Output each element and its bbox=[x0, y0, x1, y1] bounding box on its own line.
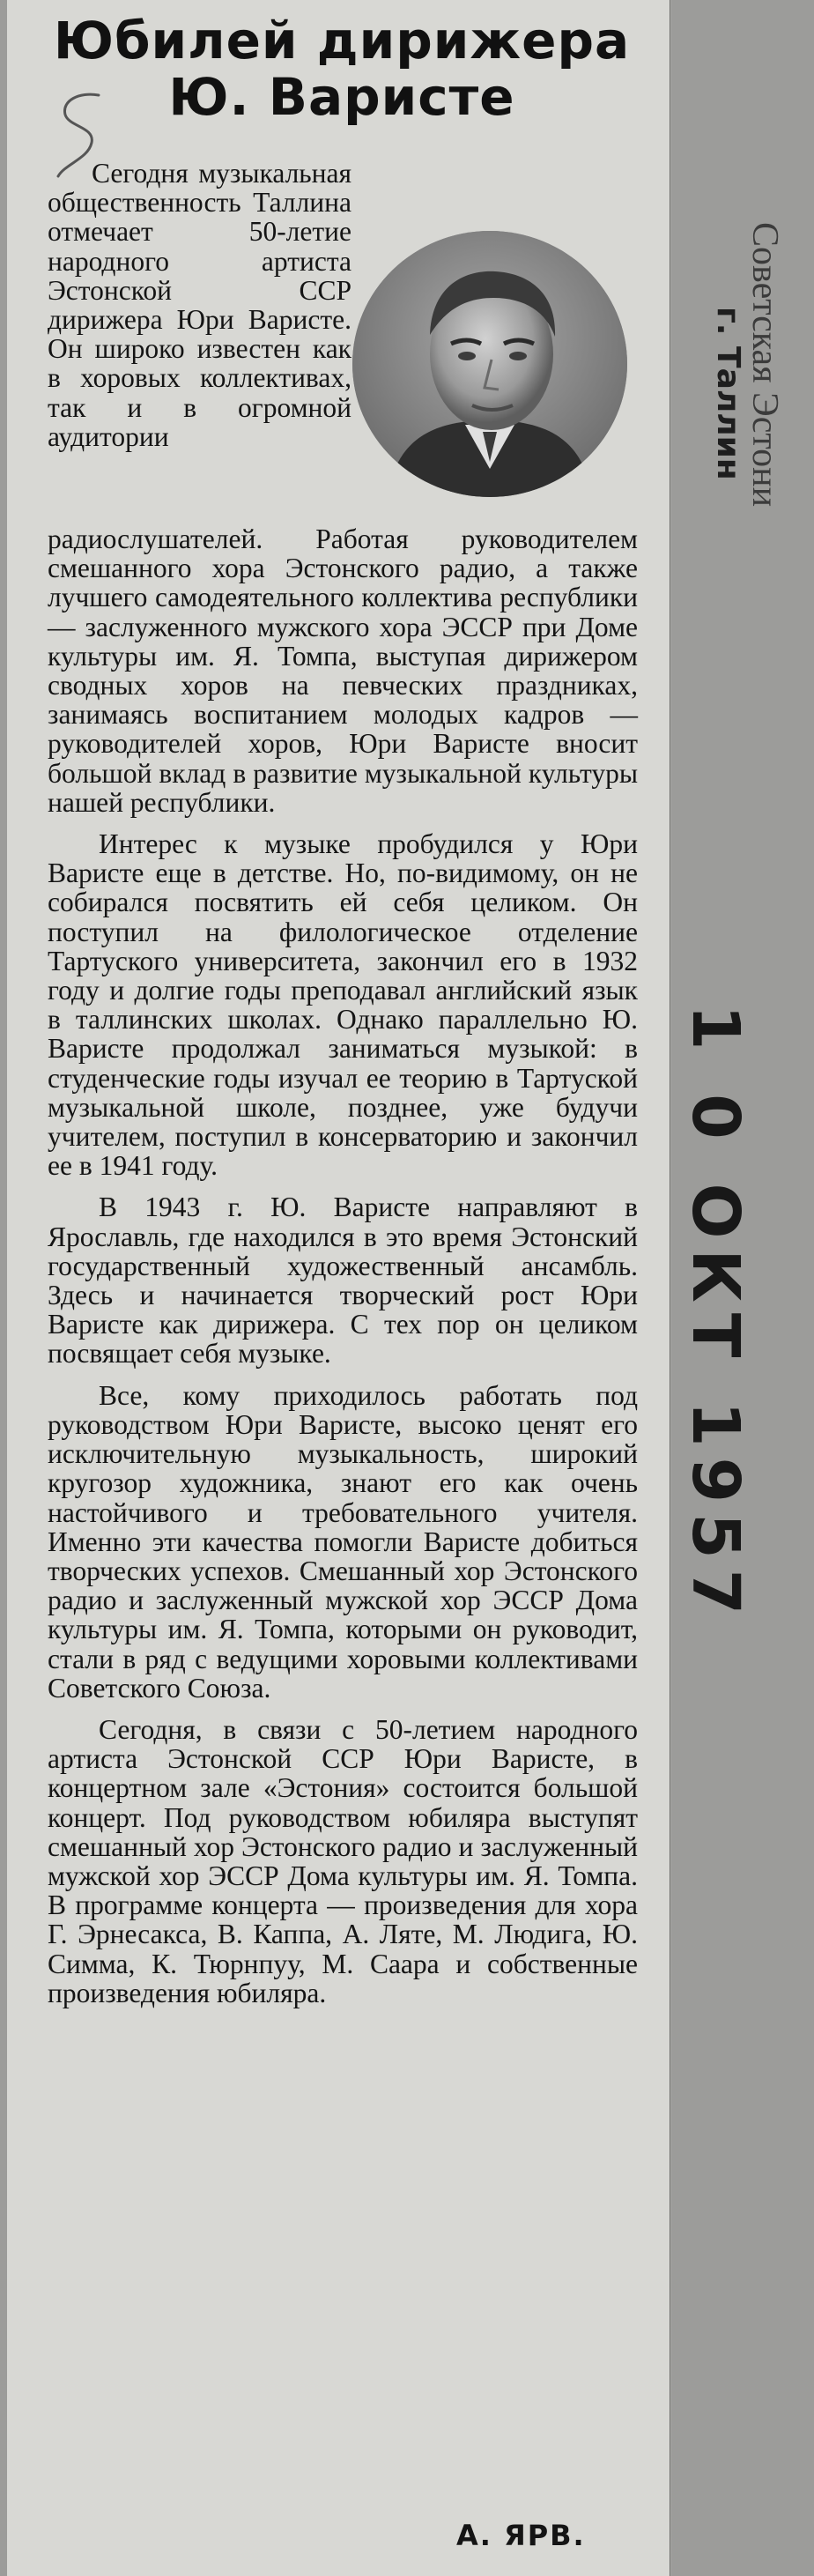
headline bbox=[42, 12, 641, 125]
headline-line-2: Ю. Варисте bbox=[168, 67, 515, 127]
paragraph-4: Все, кому приходилось работать под руководством Юри Варисте, высоко ценят его исключительную музыкальность, широкий кругозор художника, знают его как очень настойчивого и требовательного учителя. Именно эти качества помогли Варисте добиться творческих успехов. Смешанный хор Эстонского радио и заслуженный мужской хор ЭССР Дома культуры им. Я. Томпа, которыми он руководит, стали в ряд с ведущими хоровыми коллективами Советского Союза. bbox=[48, 1379, 638, 1704]
paragraph-1-rest: радиослушателей. Работая руководителем смешанного хора Эстонского радио, а также лучшего самодеятельного коллектива республики — заслуженного мужского хора ЭССР при Доме культуры им. Я. Томпа, выступая дирижером сводных хоров на певческих праздниках, занимаясь воспитанием молодых кадров — руководителей хоров, Юри Варисте вносит большой вклад в развитие музыкальной культуры нашей республики. bbox=[48, 523, 638, 818]
paragraph-1-top: Сегодня музыкальная общественность Таллина отмечает 50-летие народного артиста Эстонской ССР дирижера Юри Варисте. Он широко известен как в хоровых коллективах, так и в огромной аудитории bbox=[48, 158, 352, 452]
portrait-photo bbox=[352, 231, 627, 497]
article-body-wrap bbox=[48, 159, 352, 451]
paragraph-2: Интерес к музыке пробудился у Юри Варисте еще в детстве. Но, по-видимому, он не собирался посвятить ей себя целиком. Он поступил на филологическое отделение Тартуского университета, закончил его в 1932 году и долгие годы преподавал английский язык в таллинских школах. Однако параллельно Ю. Варисте продолжал заниматься музыкой: в студенческие годы изучал ее теорию в Тартуской музыкальной школе, позднее, уже будучи учителем, поступил в консерваторию и закончил ее в 1941 году. bbox=[48, 828, 638, 1182]
paragraph-5: Сегодня, в связи с 50-летием народного артиста Эстонской ССР Юри Варисте, в концертном зале «Эстония» состоится большой концерт. Под руководством юбиляра выступят смешанный хор Эстонского радио и заслуженный мужской хор ЭССР Дома культуры им. Я. Томпа. В программе концерта — произведения для хора Г. Эрнесакса, В. Каппа, А. Ляте, М. Людига, Ю. Симма, К. Тюрнпуу, М. Саара и собственные произведения юбиляра. bbox=[48, 1713, 638, 2008]
source-paper-name: Советская Эстони bbox=[744, 222, 785, 508]
date-stamp bbox=[670, 1005, 766, 1626]
source-city: г. Таллин bbox=[710, 307, 746, 480]
paragraph-3: В 1943 г. Ю. Варисте направляют в Ярославль, где находился в это время Эстонский государственный художественный ансамбль. Здесь и начинается творческий рост Юри Варисте как дирижера. С тех пор он целиком посвящает себя музыке. bbox=[48, 1191, 638, 1370]
source-annotation bbox=[710, 220, 786, 617]
headline-line-1: Юбилей дирижера bbox=[53, 11, 631, 71]
article-body bbox=[48, 524, 638, 2020]
newspaper-clipping bbox=[7, 0, 670, 2576]
date-stamp-text: 1 0 ОКТ 1957 bbox=[677, 1005, 753, 1626]
portrait-image bbox=[352, 231, 627, 497]
author-signature: А. ЯРВ. bbox=[456, 2519, 586, 2552]
